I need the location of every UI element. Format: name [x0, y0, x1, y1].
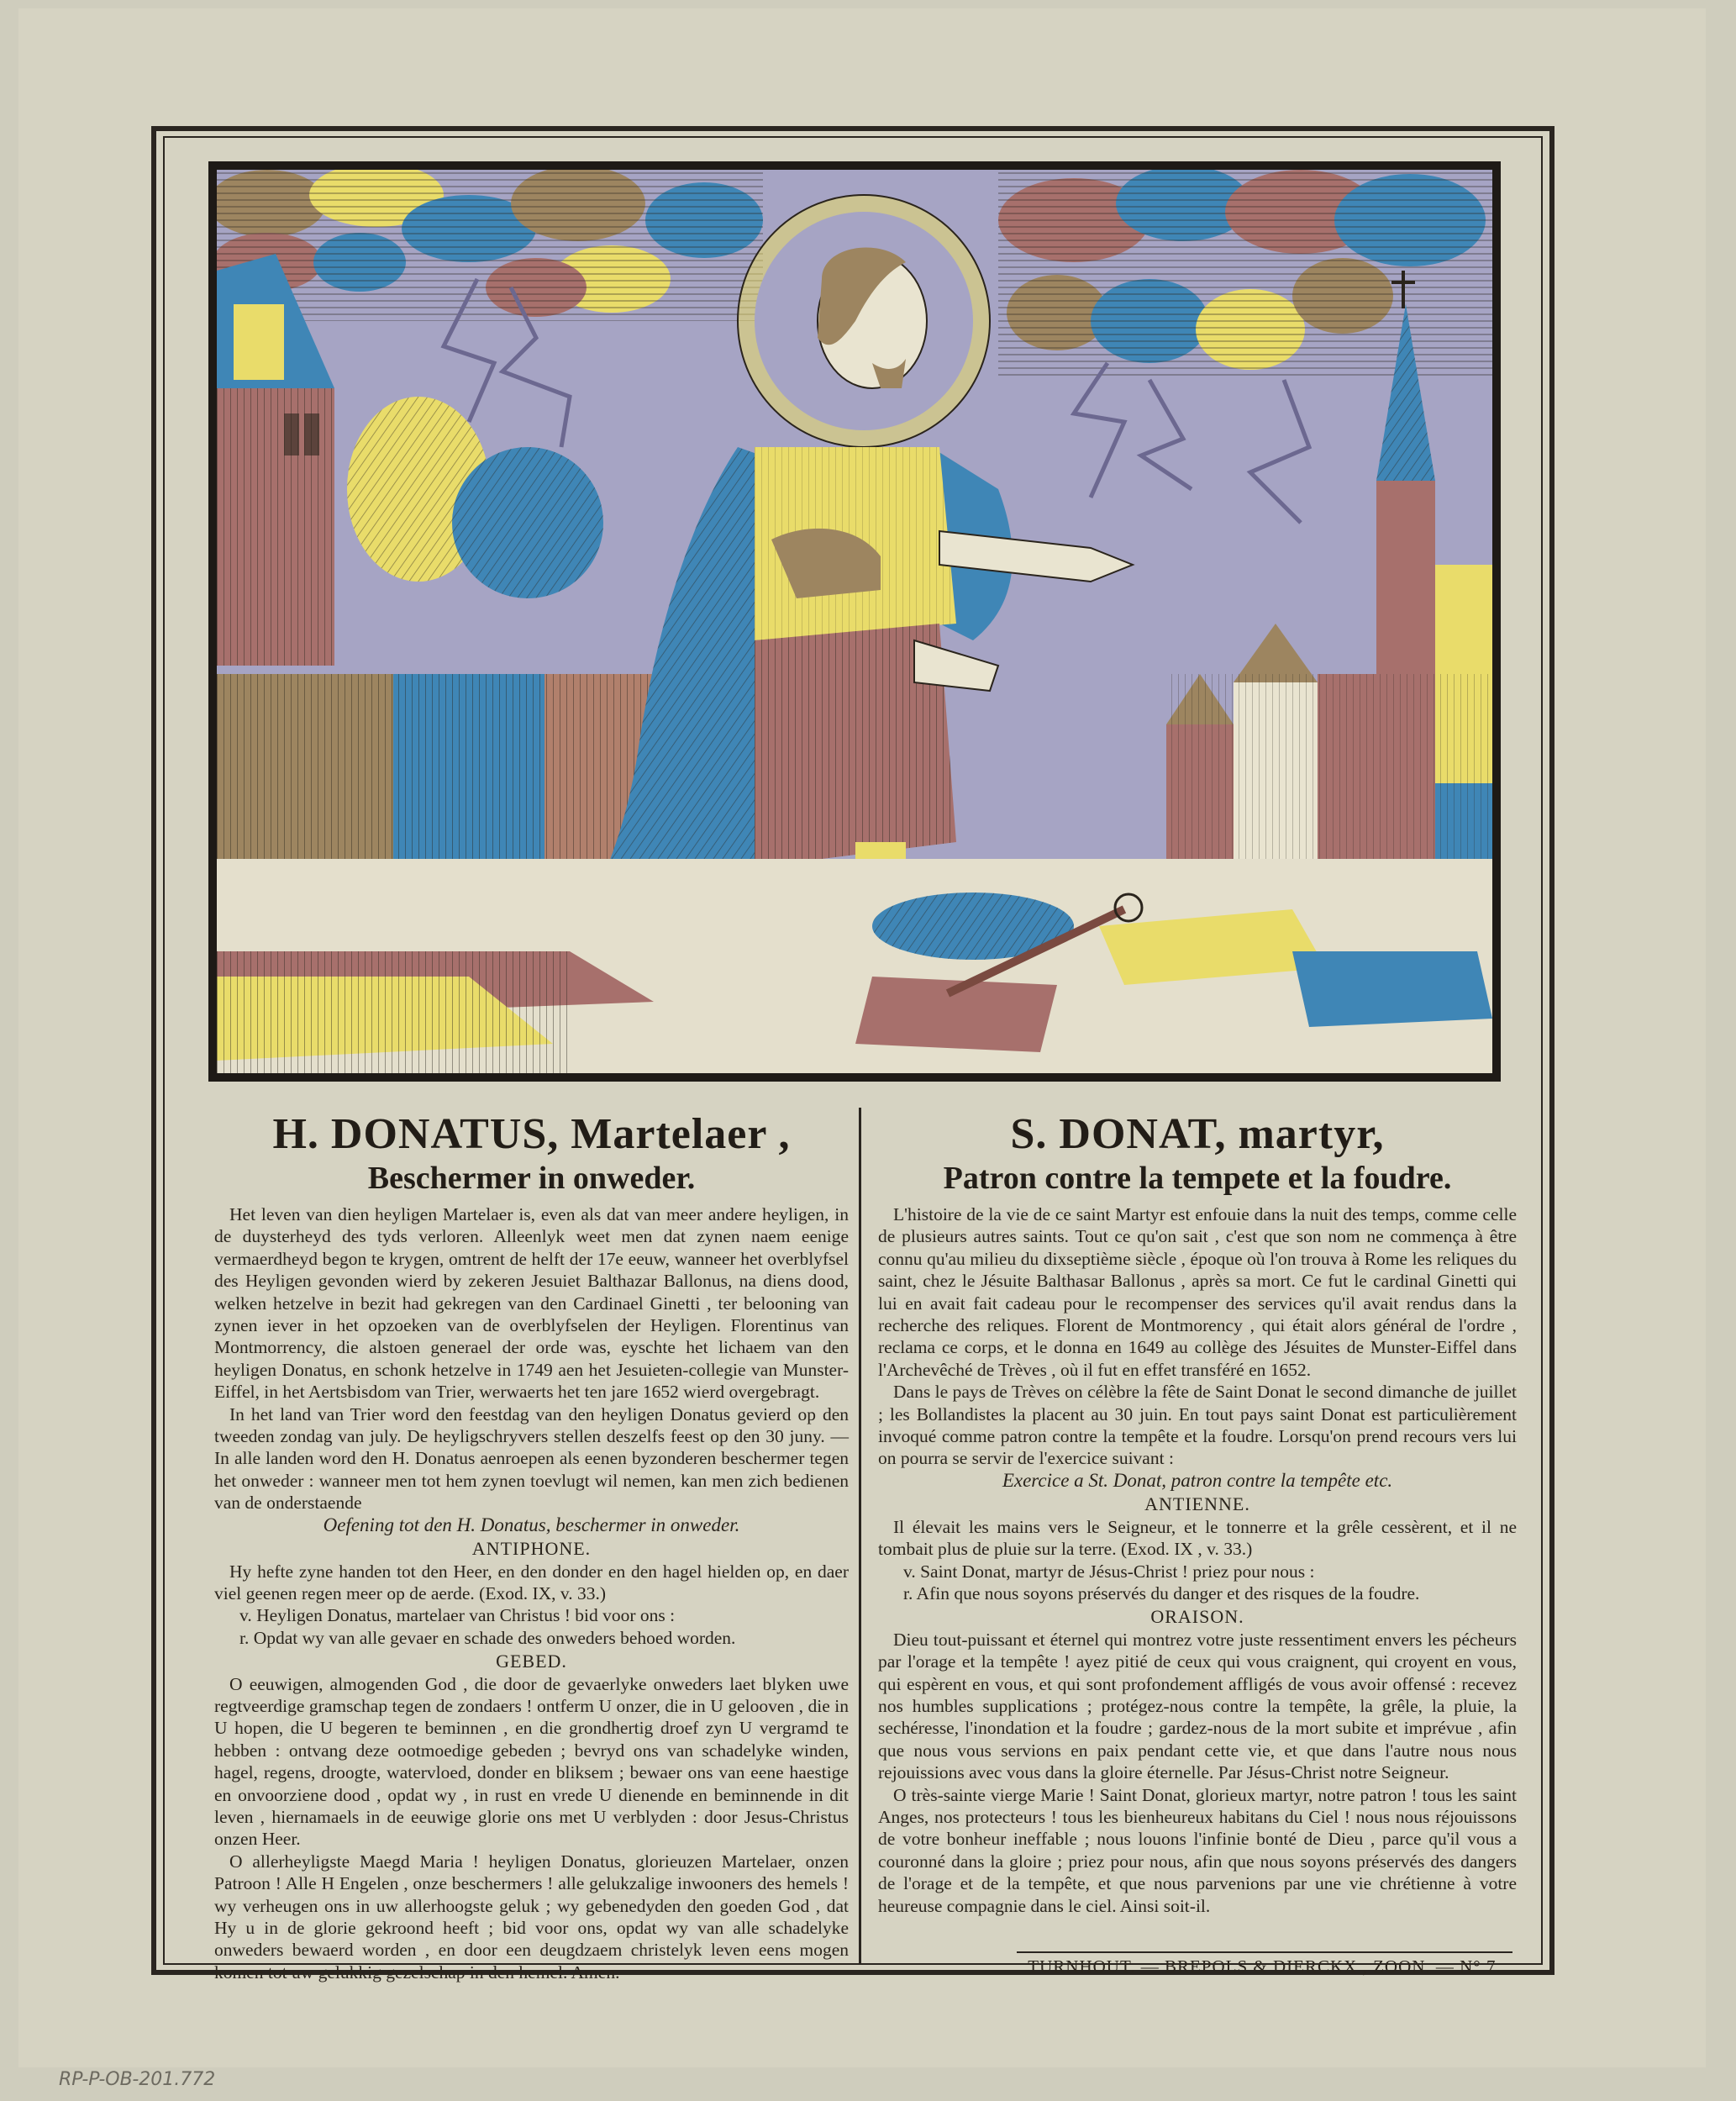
french-prayer: O très-sainte vierge Marie ! Saint Donat, glorieux martyr, notre patron ! tous les saint Anges, nos protecteurs ! tous les bienheureux habitans du Ciel ! nous nous réjouissons de votre bonheur ineffable ; nous louons l'infinie bonté de Dieu , parce qu'il vous a couronné dans la gloire ; priez pour nous, afin que nous soyons préservés des dangers de l'orage et de la tempête, et que nous parvenions par une vie chrétienne à votre heureuse compagnie dans le ciel. Ainsi soit-il. [878, 1784, 1517, 1916]
dutch-column [214, 1109, 849, 1983]
french-title: S. DONAT, martyr, [1010, 1110, 1385, 1158]
french-exercise-heading: Exercice a St. Donat, patron contre la tempête etc. [1002, 1469, 1393, 1491]
dutch-paragraph: In het land van Trier word den feestdag van den heyligen Donatus gevierd op den tweeden zondag van july. De heyligschryvers stellen deszelfs feest op den 30 juny. — In alle landen word den H. Donatus aenroepen als eenen byzonderen beschermer tegen het onweder : wanneer men tot hem zynen toevlugt wil nemen, kan men zich bedienen van de onderstaende [214, 1403, 849, 1514]
storm-clouds-right [998, 170, 1492, 380]
french-prayer: Dieu tout-puissant et éternel qui montrez votre juste ressentiment envers les pécheurs par l'orage et la tempête ! ayez pitié de ceux qui vous craignent, qui croyent en vous, qui espèrent en vous, et qui sont profondement affligés de vous avoir offensé : recevez nos humbles supplications ; protégez-nous contre la tempête, la grêle, la pluie, la sechéresse, l'inondation et la foudre ; gardez-nous de la mort subite et imprévue , afin que nous vous servions en paix pendant cette vie, et que dans l'autre nous nous rejouissions avec vous dans la gloire éternelle. Par Jésus-Christ notre Seigneur. [878, 1629, 1517, 1783]
dutch-response: r. Opdat wy van alle gevaer en schade des onweders behoed worden. [239, 1627, 736, 1648]
dutch-antiphon: Hy hefte zyne handen tot den Heer, en den donder en den hagel hielden op, en daer viel geenen regen meer op de aerde. (Exod. IX, v. 33.) [214, 1561, 849, 1603]
dutch-body [214, 1203, 849, 1983]
french-paragraph: Dans le pays de Trèves on célèbre la fête de Saint Donat le second dimanche de juillet ; les Bollandistes la placent au 30 juin. En tout pays saint Donat est particulièrement invoqué comme patron contre la tempête et la foudre. Lorsqu'on prend recours vers lui on pourra se servir de l'exercice suivant : [878, 1382, 1517, 1469]
dutch-subtitle: Beschermer in onweder. [367, 1161, 696, 1196]
french-antiphon: Il élevait les mains vers le Seigneur, et le tonnerre et la grêle cessèrent, et il ne tombait plus de pluie sur la terre. (Exod. IX , v. 33.) [878, 1516, 1517, 1560]
inventory-number: RP-P-OB-201.772 [59, 2069, 216, 2090]
left-buildings [217, 674, 687, 859]
column-divider [859, 1108, 861, 1965]
dutch-title: H. DONATUS, Martelaer , [272, 1110, 791, 1158]
dutch-prayer: O allerheyligste Maegd Maria ! heyligen Donatus, glorieuzen Martelaer, onzen Patroon ! Alle H Engelen , onze beschermers ! alle gelukzalige inwooners des hemels ! wy verheugen ons in uw allerhoogste geluk ; wy gebenedyden den goeden God , dat Hy u in de glorie gekroond heeft ; bid voor ons, opdat wy van alle schadelyke onweders bewaerd worden , en door een deugdzaem christelyk leven eens mogen komen tot uw gelukkig gezelschap in den hemel. Amen. [214, 1851, 849, 1983]
french-body [878, 1203, 1517, 1917]
french-versicle: v. Saint Donat, martyr de Jésus-Christ ! priez pour nous : [903, 1561, 1315, 1582]
dutch-paragraph: Het leven van dien heyligen Martelaer is, even als dat van meer andere heyligen, in de duysterheyd des tyds verloren. Alleenlyk weet men dat zynen naem eenige vermaerdheyd begon te krygen, omtrent de helft der 17e eeuw, wanneer het overblyfsel des Heyligen gevonden wierd by zekeren Jesuiet Balthazar Ballonus, na diens dood, welken hetzelve in bezit had gekregen van den Cardinael Ginetti , ter belooning van zynen iever in het opzoeken van de overblyfselen der Heyligen. Florentinus van Montmorrency, die alstoen generael der orde was, eyschte het lichaem van den heyligen Donatus, en schonk hetzelve in 1749 aen het Jesuieten-collegie van Munster-Eiffel, in het Aertsbisdom van Trier, werwaerts het ten jare 1652 wierd overgebragt. [214, 1204, 849, 1403]
dutch-prayer-heading: GEBED. [496, 1651, 567, 1672]
french-response: r. Afin que nous soyons préservés du danger et des risques de la foudre. [903, 1582, 1420, 1603]
french-antiphon-heading: ANTIENNE. [1144, 1493, 1250, 1515]
dutch-versicle: v. Heyligen Donatus, martelaer van Christus ! bid voor ons : [239, 1605, 676, 1626]
french-subtitle: Patron contre la tempete et la foudre. [943, 1161, 1452, 1196]
storm-clouds-left [217, 170, 763, 321]
dutch-prayer: O eeuwigen, almogenden God , die door de gevaerlyke onweders laet blyken uwe regtveerdige gramschap tegen de zondaers ! ontferm U onzer, die in U gelooven , die in U hopen, die U begeren te beminnen , en die grondhertig droef zyn U vergramd te hebben : ontvang deze ootmoedige gebeden ; bevryd ons van schadelyke winden, hagel, regens, droogte, watervloed, donder en bliksem ; bewaer ons van eene haestige en onvoorziene dood , opdat wy , in rust en vrede U dienende en beminnende in dit leven , hiernamaels in de eeuwige glorie ons met U verblyden : door Jesus-Christus onzen Heer. [214, 1673, 849, 1850]
french-paragraph: L'histoire de la vie de ce saint Martyr est enfouie dans la nuit des temps, comme celle de plusieurs autres saints. Tout ce qu'on sait , c'est que son nom ne commença à être connu qu'au milieu du dixseptième siècle , époque où l'on trouva à Rome les reliques du saint, chez le Jésuite Balthasar Ballonus , après sa mort. Ce fut le cardinal Ginetti qui lui en avait fait cadeau pour le recompenser des services qu'il avait rendus dans la recherche des reliques. Florent de Montmorency , qui était alors général de l'ordre , reclama ce corps, et le donna en 1649 au collège des Jésuites de Munster-Eiffel dans l'Archevêché de Trèves , où il fut en effet transféré en 1652. [878, 1204, 1517, 1380]
publisher-imprint: TURNHOUT. — BREPOLS & DIERCKX , ZOON. — N° 7. [1017, 1951, 1512, 1978]
ground [217, 859, 1492, 1073]
dutch-exercise-heading: Oefening tot den H. Donatus, beschermer in onweder. [323, 1514, 740, 1535]
dutch-antiphon-heading: ANTIPHONE. [471, 1538, 592, 1560]
french-prayer-heading: ORAISON. [1150, 1606, 1244, 1628]
french-column [878, 1109, 1517, 1917]
woodcut-illustration [208, 161, 1501, 1082]
